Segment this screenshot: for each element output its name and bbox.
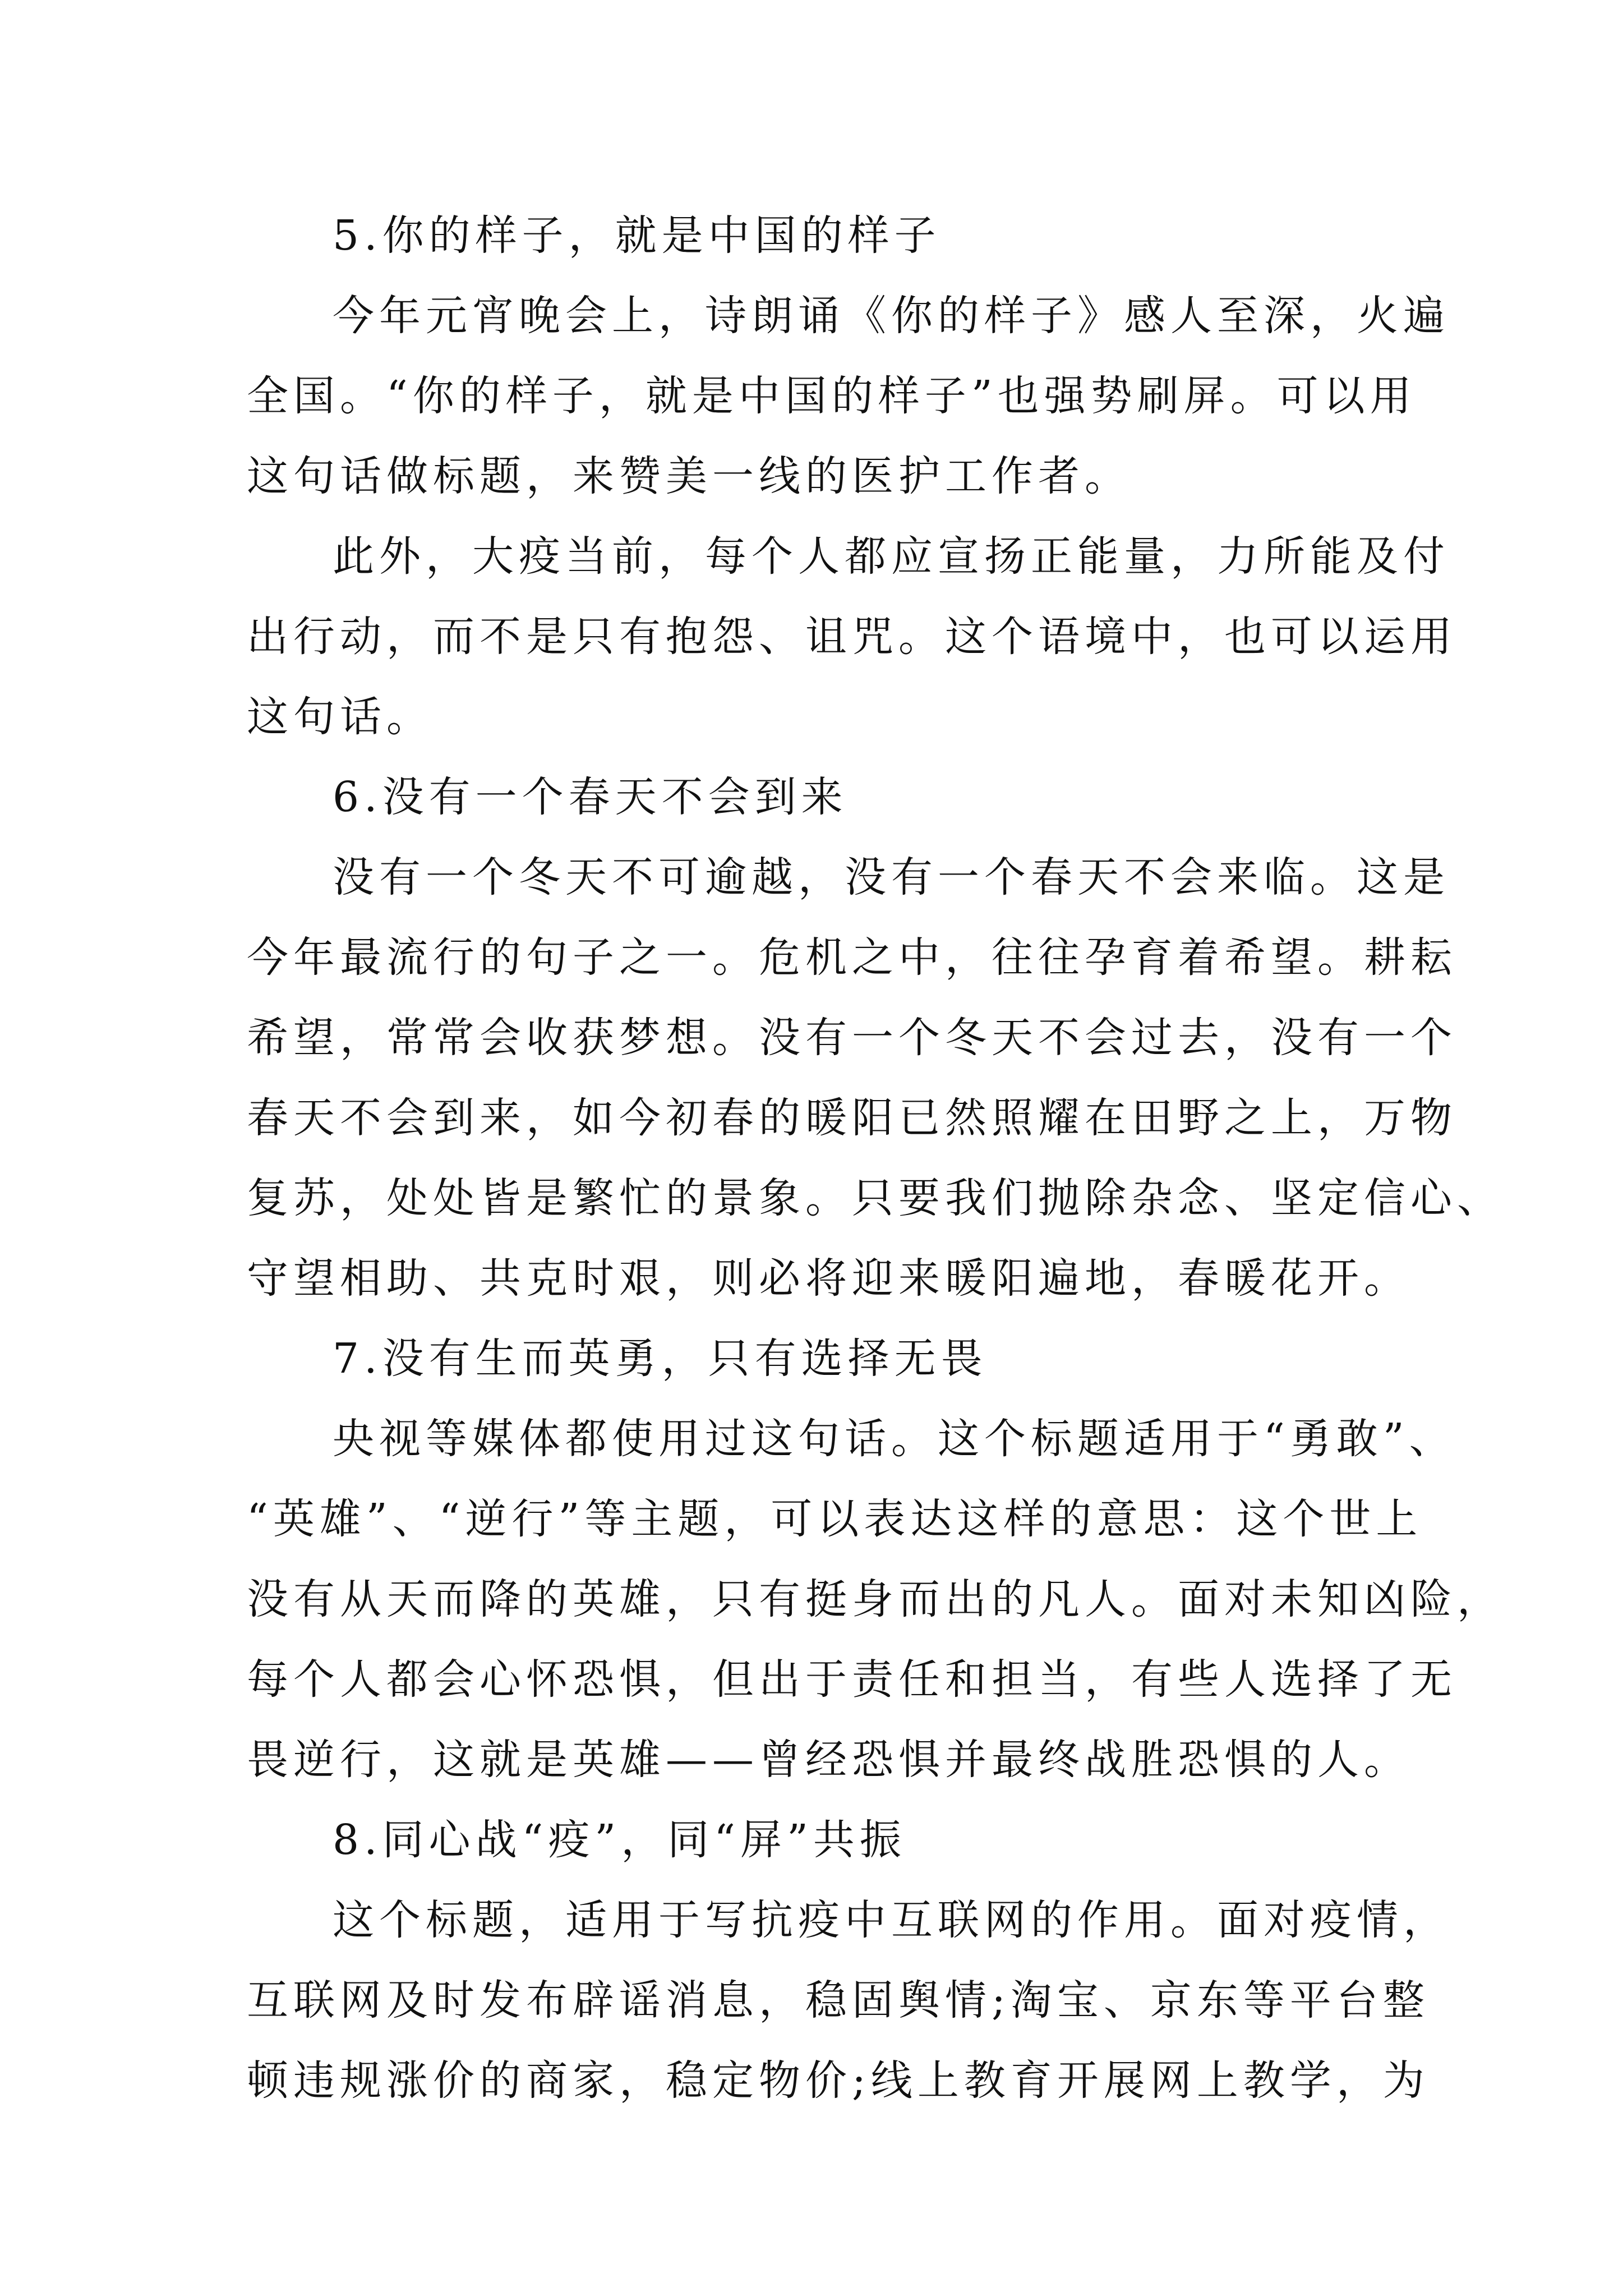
heading-6: 6.没有一个春天不会到来 <box>333 773 848 821</box>
paragraph-line: “英雄”、“逆行”等主题，可以表达这样的意思：这个世上 <box>247 1495 1423 1543</box>
paragraph-line: 守望相助、共克时艰，则必将迎来暖阳遍地，春暖花开。 <box>247 1254 1410 1303</box>
paragraph-line: 春天不会到来，如今初春的暖阳已然照耀在田野之上，万物 <box>247 1094 1457 1142</box>
paragraph-line: 顿违规涨价的商家，稳定物价;线上教育开展网上教学，为 <box>247 2056 1430 2105</box>
paragraph-line: 这个标题，适用于写抗疫中互联网的作用。面对疫情， <box>333 1896 1450 1944</box>
paragraph-line: 央视等媒体都使用过这句话。这个标题适用于“勇敢”、 <box>333 1415 1456 1463</box>
paragraph-line: 此外，大疫当前，每个人都应宣扬正能量，力所能及付 <box>333 532 1450 581</box>
paragraph-line: 希望，常常会收获梦想。没有一个冬天不会过去，没有一个 <box>247 1014 1457 1062</box>
heading-7: 7.没有生而英勇，只有选择无畏 <box>333 1335 988 1383</box>
paragraph-line: 每个人都会心怀恐惧，但出于责任和担当，有些人选择了无 <box>247 1655 1457 1704</box>
heading-5: 5.你的样子，就是中国的样子 <box>333 211 941 260</box>
paragraph-line: 互联网及时发布辟谣消息，稳固舆情;淘宝、京东等平台整 <box>247 1976 1430 2024</box>
paragraph-line: 出行动，而不是只有抱怨、诅咒。这个语境中，也可以运用 <box>247 613 1457 661</box>
paragraph-line: 这句话。 <box>247 693 433 741</box>
heading-8: 8.同心战“疫”，同“屏”共振 <box>333 1816 906 1864</box>
paragraph-line: 没有一个冬天不可逾越，没有一个春天不会来临。这是 <box>333 853 1450 901</box>
paragraph-line: 畏逆行，这就是英雄——曾经恐惧并最终战胜恐惧的人。 <box>247 1736 1410 1784</box>
paragraph-line: 今年元宵晚会上，诗朗诵《你的样子》感人至深，火遍 <box>333 292 1450 340</box>
paragraph-line: 没有从天而降的英雄，只有挺身而出的凡人。面对未知凶险， <box>247 1575 1504 1623</box>
paragraph-line: 复苏，处处皆是繁忙的景象。只要我们抛除杂念、坚定信心、 <box>247 1174 1504 1222</box>
paragraph-line: 这句话做标题，来赞美一线的医护工作者。 <box>247 452 1131 500</box>
paragraph-line: 全国。“你的样子，就是中国的样子”也强势刷屏。可以用 <box>247 372 1417 420</box>
paragraph-line: 今年最流行的句子之一。危机之中，往往孕育着希望。耕耘 <box>247 933 1457 982</box>
